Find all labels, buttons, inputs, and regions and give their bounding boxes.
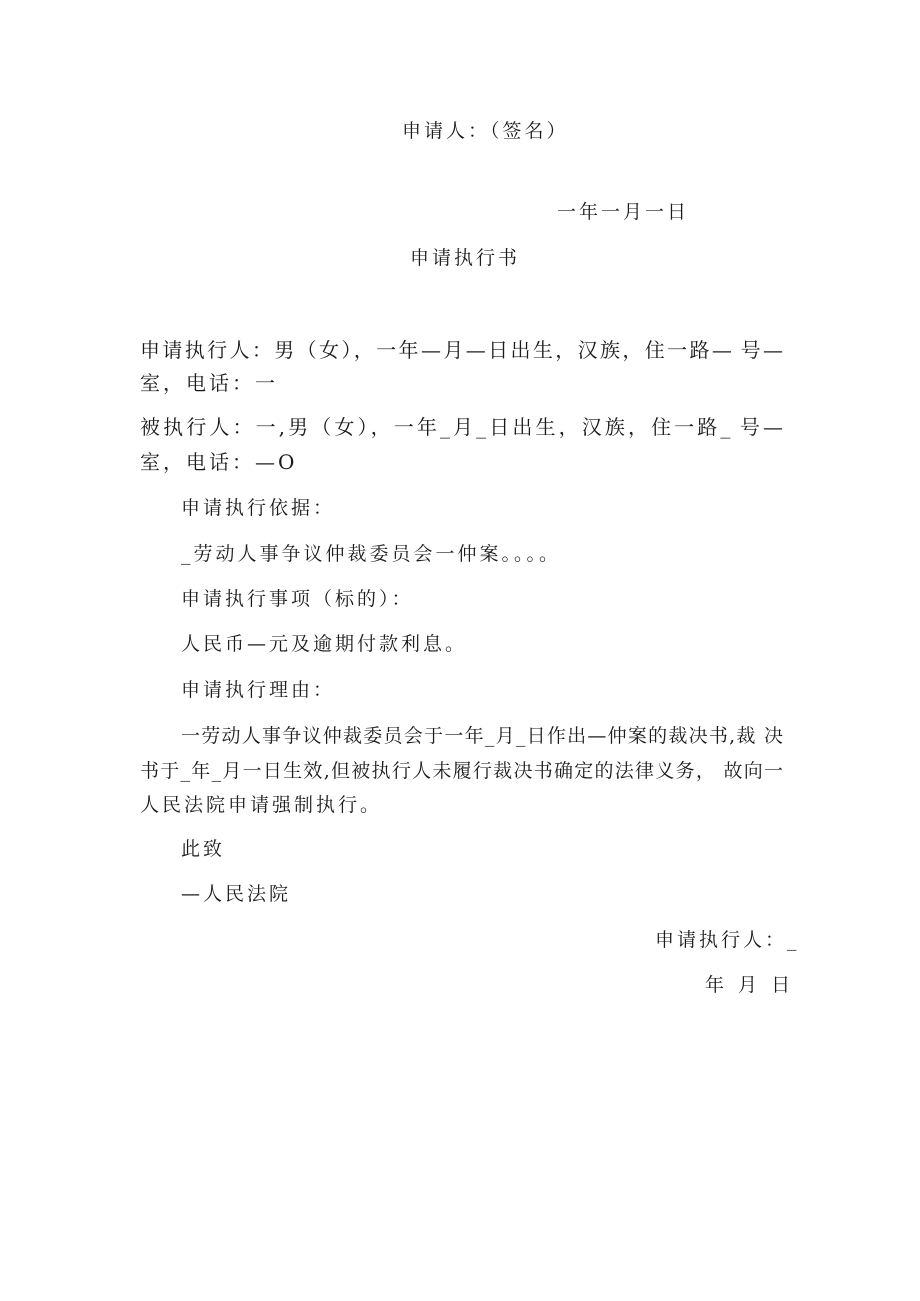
reason-line-2: 书于_年_月一日生效,但被执行人未履行裁决书确定的法律义务， 故向一 (140, 760, 783, 782)
respondent-info-line-2: 室，电话：—O (140, 450, 298, 474)
applicant-info-line-2: 室，电话：一 (140, 371, 278, 395)
reason-heading: 申请执行理由： (181, 679, 336, 701)
court-name: —人民法院 (181, 883, 292, 905)
footer-date: 年 月 日 (705, 974, 795, 996)
applicant-info-line-1: 申请执行人：男（女），一年—月—日出生，汉族，住一路— 号— (140, 338, 783, 362)
reason-line-1: 一劳动人事争议仲裁委员会于一年_月_日作出—仲案的裁决书,裁 决 (181, 725, 783, 747)
reason-line-3: 人民法院申请强制执行。 (140, 794, 383, 816)
matters-text: 人民币—元及逾期付款利息。 (181, 633, 468, 655)
document-title: 申请执行书 (410, 247, 521, 269)
basis-text: _劳动人事争议仲裁委员会一仲案。。。。 (181, 543, 562, 565)
basis-heading: 申请执行依据： (181, 497, 336, 519)
matters-heading: 申请执行事项（标的）： (181, 588, 414, 610)
salutation: 此致 (181, 838, 226, 860)
applicant-signature: 申请人：（签名） (402, 120, 569, 142)
signature-date: 一年一月一日 (557, 201, 690, 223)
footer-applicant: 申请执行人：_ (655, 929, 800, 951)
respondent-info-line-1: 被执行人：一,男（女），一年_月_日出生，汉族，住一路_ 号— (140, 415, 783, 439)
